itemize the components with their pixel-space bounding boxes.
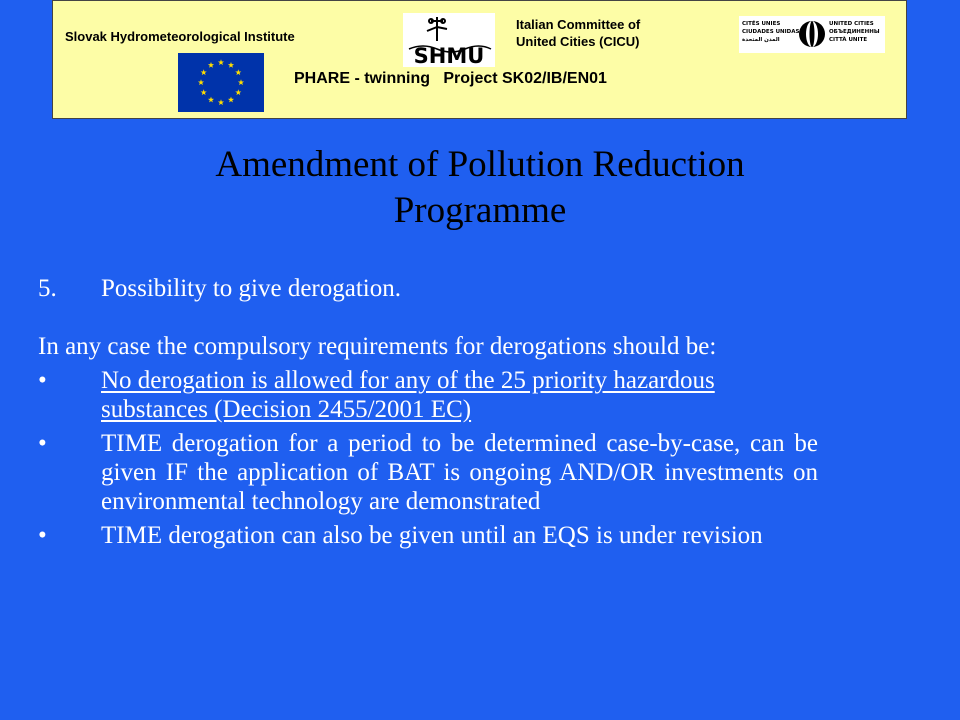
shmu-logo [403,13,495,67]
item-number: 5. [38,275,57,302]
ucities-left-3: المدن المتحدة [742,37,780,43]
institute-name: Slovak Hydrometeorological Institute [65,29,295,44]
header-banner [52,0,907,119]
eu-flag [178,53,264,112]
ucities-right-2: ОБЪЕДИНЕННЫ [829,29,880,35]
shmu-logo-text: SHMU [413,44,485,67]
bullet-icon: • [38,430,47,457]
bullet-item [38,521,818,550]
numbered-item [38,274,818,303]
globe-icon [799,21,825,47]
bullet-item [38,429,818,516]
bullet-icon: • [38,522,47,549]
bullet-text-underlined: No derogation is allowed for any of the 25 priority hazardous substances (Decision 2455/2001 EC) [101,367,715,423]
cicu-label: Italian Committee of United Cities (CICU) [516,17,641,49]
ucities-left-1: CITÉS UNIES [742,21,781,27]
ucities-right-1: UNITED CITIES [829,21,874,27]
slide-title: Amendment of Pollution Reduction Programme [215,144,745,231]
item-text: Possibility to give derogation. [101,275,401,302]
bullet-item [38,366,818,424]
ucities-left-2: CIUDADES UNIDAS [742,29,800,35]
bullet-text: TIME derogation for a period to be determined case-by-case, can be given IF the application of BAT is ongoing AND/OR investments on environmental technology are demonstrated [101,430,818,515]
project-label: PHARE - twinning Project SK02/IB/EN01 [294,70,607,87]
bullet-text: TIME derogation can also be given until an EQS is under revision [101,522,763,549]
intro-text: In any case the compulsory requirements for derogations should be: [38,333,717,360]
bullet-icon: • [38,367,47,394]
ucities-right-3: CITTÀ UNITE [829,37,868,43]
slide-body [38,274,818,550]
united-cities-logo [739,16,885,53]
